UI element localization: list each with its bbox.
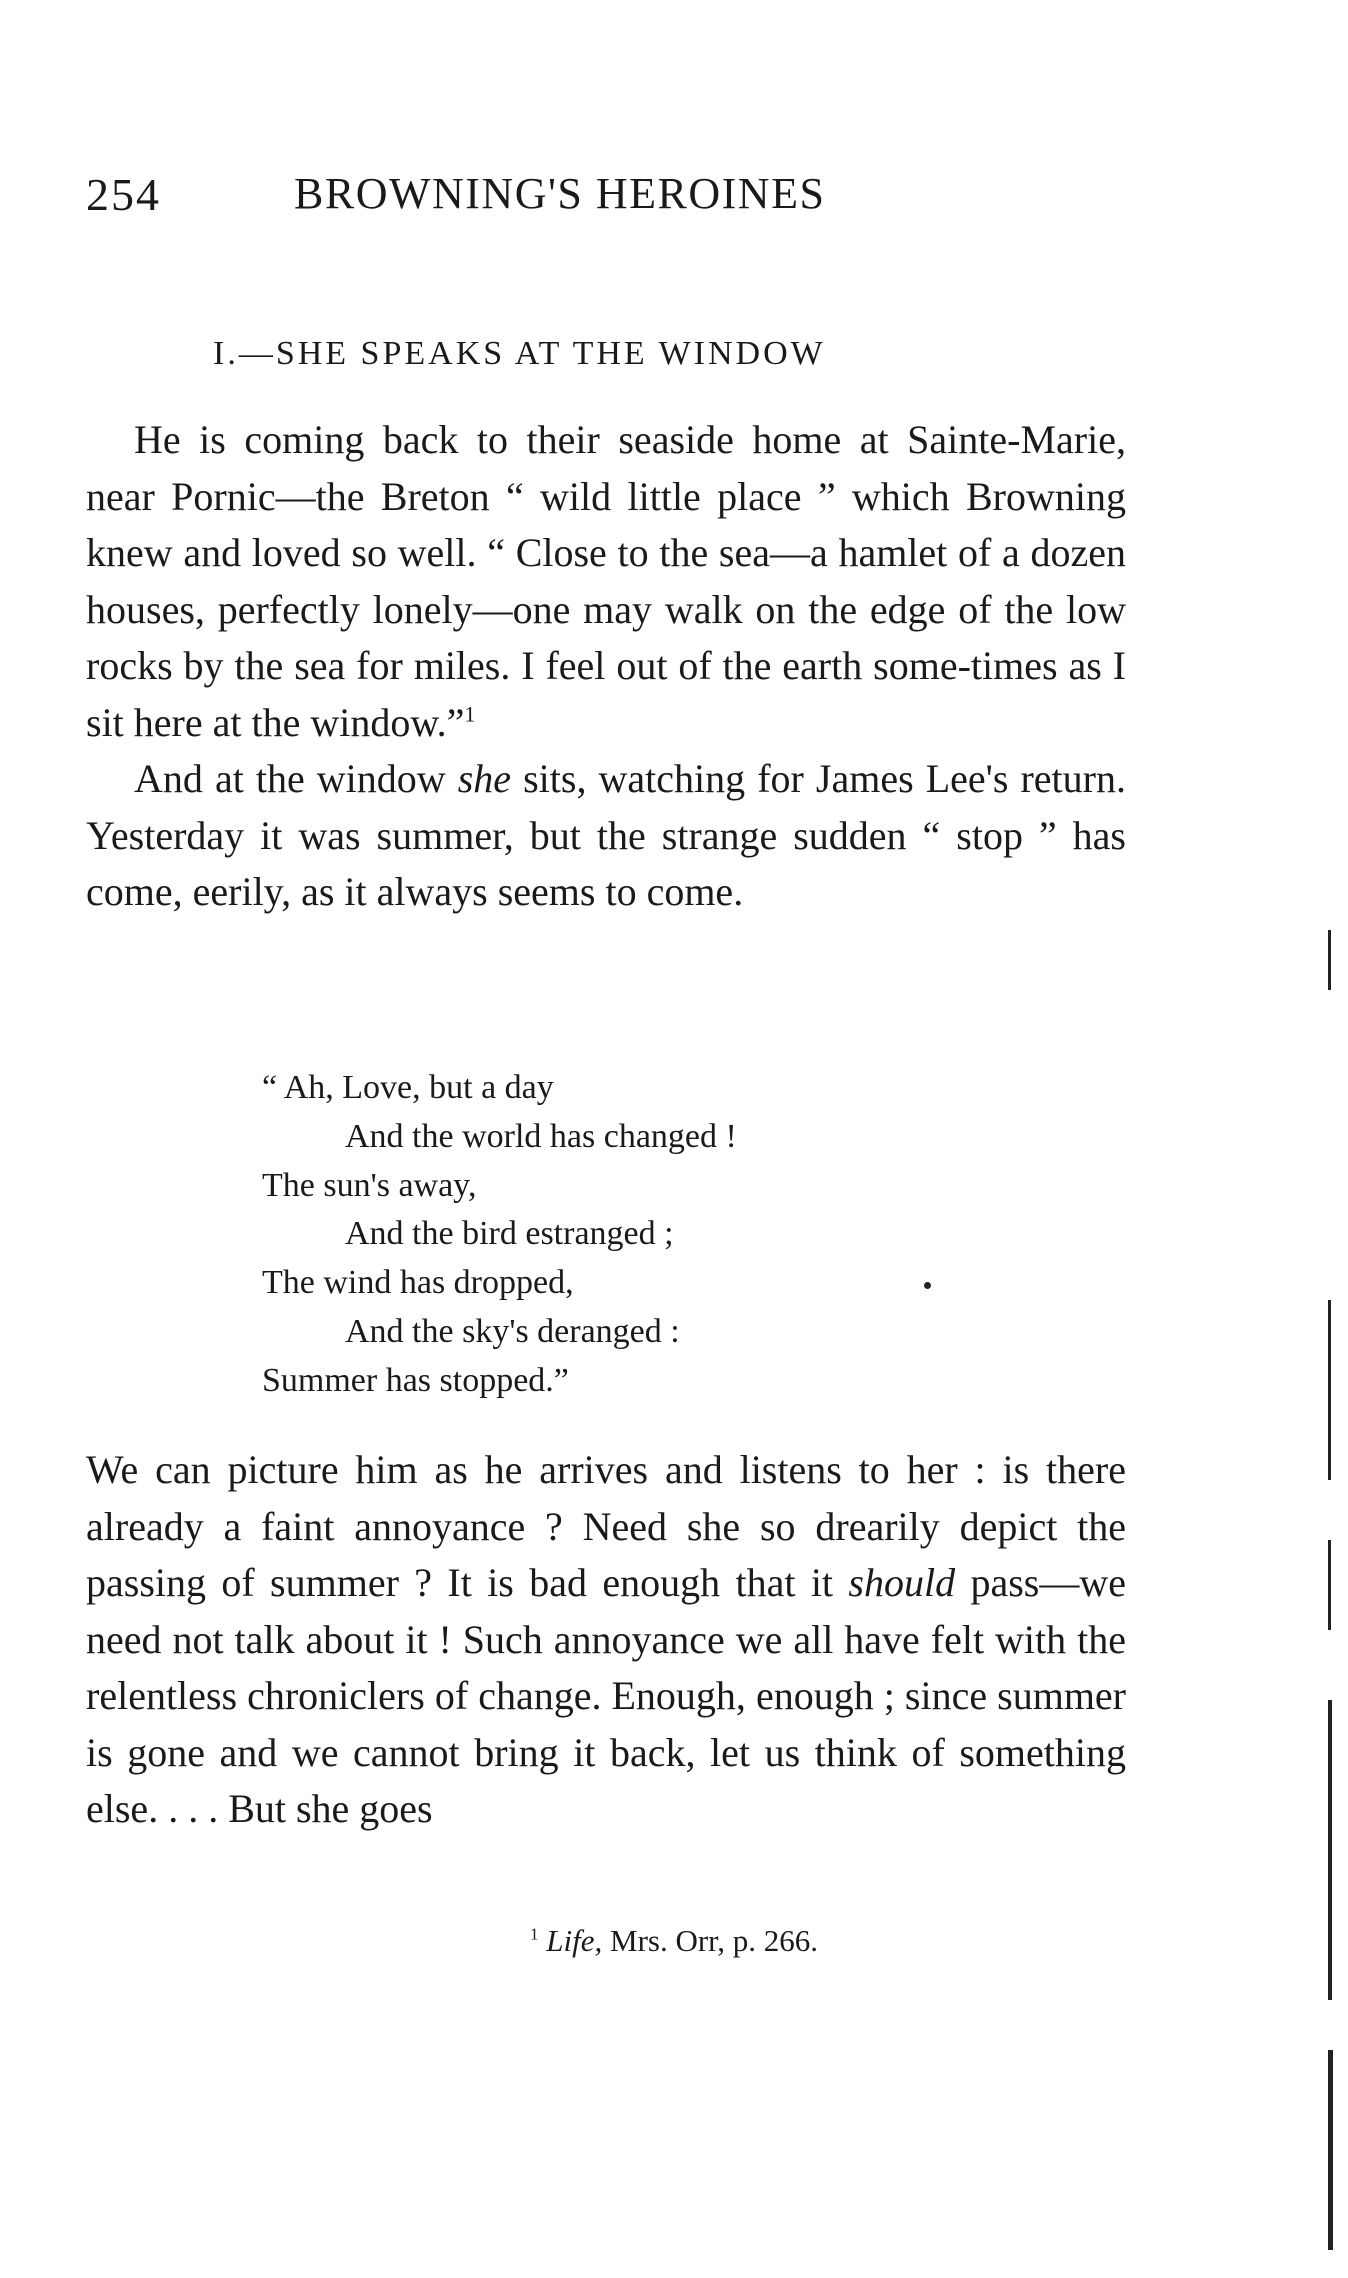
poem-line: And the world has changed ! <box>345 1117 737 1155</box>
poem-line: The wind has dropped, <box>262 1264 574 1302</box>
scan-edge-mark <box>1328 1540 1331 1630</box>
paragraph-2-emphasis: she <box>457 756 512 801</box>
paragraph-3-text-a: We can picture him as he arrives and listens to her : is there already a faint annoyance ? Need she so drearily depict the passing of summer ? It is bad enough that it <box>86 1447 1126 1605</box>
poem-quote <box>262 1064 737 1406</box>
section-title: I.—SHE SPEAKS AT THE WINDOW <box>213 335 826 372</box>
body-text-bottom <box>86 1442 1126 1838</box>
poem-line: And the bird estranged ; <box>345 1215 674 1253</box>
paragraph-3-text-b: pass—we need not talk about it ! Such annoyance we all have felt with the relentless chroniclers of change. Enough, enough ; since summer is gone and we cannot bring it back, let us think of something else. . . . But she goes <box>86 1560 1126 1831</box>
scan-edge-mark <box>1328 930 1331 990</box>
paragraph-3 <box>86 1442 1126 1838</box>
scan-edge-mark <box>1328 1300 1331 1480</box>
paragraph-2 <box>86 751 1126 921</box>
footnote-marker: 1 <box>464 701 476 727</box>
page-number: 254 <box>86 169 161 220</box>
poem-line: “ Ah, Love, but a day <box>262 1069 554 1106</box>
stray-dot <box>924 1282 931 1289</box>
scan-edge-mark <box>1328 1700 1332 2000</box>
footnote <box>0 1923 1348 1959</box>
page-header <box>0 168 1348 228</box>
paragraph-2-text-a: And at the window <box>134 756 458 801</box>
footnote-title: Life, <box>546 1923 603 1958</box>
scan-edge-mark <box>1328 2050 1333 2250</box>
paragraph-3-emphasis: should <box>848 1560 956 1605</box>
running-head: BROWNING'S HEROINES <box>294 169 826 218</box>
footnote-number: 1 <box>530 1924 539 1944</box>
paragraph-2-text-b: sits, watching for James Lee's return. Yesterday it was summer, but the strange sudden “ stop ” has come, eerily, as it always seems to come. <box>86 756 1126 914</box>
paragraph-1 <box>86 412 1126 751</box>
poem-line: And the sky's deranged : <box>345 1312 680 1350</box>
poem-line: The sun's away, <box>262 1166 477 1204</box>
paragraph-1-text: He is coming back to their seaside home at Sainte-Marie, near Pornic—the Breton “ wild little place ” which Browning knew and loved so well. “ Close to the sea—a hamlet of a dozen houses, perfectly lonely—one may walk on the edge of the low rocks by the sea for miles. I feel out of the earth some-times as I sit here at the window.” <box>86 417 1126 745</box>
footnote-citation: Mrs. Orr, p. 266. <box>602 1923 818 1958</box>
body-text-top <box>86 412 1126 921</box>
poem-line: Summer has stopped.” <box>262 1361 569 1399</box>
